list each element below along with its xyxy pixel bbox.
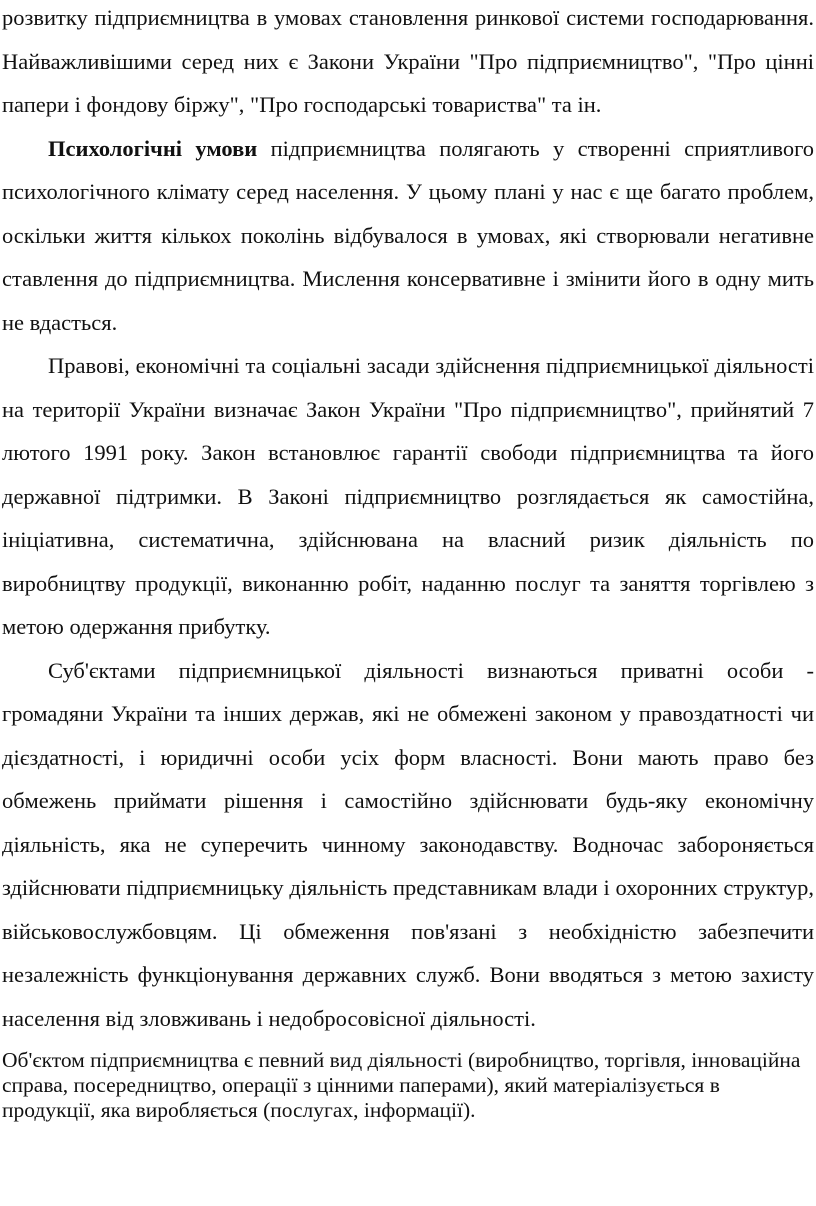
paragraph-legal-basis: Правові, економічні та соціальні засади здійснення підприємницької діяльності на території України визначає Закон України "Про підприємництво", прийнятий 7 лютого 1991 року. Закон встановлює гарантії свободи підприємництва та його державної підтримки. В Законі підприємництво розглядається як самостійна, ініціативна, систематична, здійснювана на власний ризик діяльність по виробництву продукції, виконанню робіт, наданню послуг та заняття торгівлею з метою одержання прибутку.: [2, 353, 814, 639]
paragraph-psychological-conditions: [2, 127, 814, 345]
paragraph-lead-term: Психологічні умови: [48, 135, 258, 161]
paragraph-subjects: Суб'єктами підприємницької діяльності визнаються приватні особи - громадяни України та інших держав, які не обмежені законом у правоздатності чи дієздатності, і юридичні особи усіх форм власності. Вони мають право без обмежень приймати рішення і самостійно здійснювати будь-яку економічну діяльність, яка не суперечить чинному законодавству. Водночас забороняється здійснювати підприємницьку діяльність представникам влади і охоронних структур, військовослужбовцям. Ці обмеження пов'язані з необхідністю забезпечити незалежність функціонування державних служб. Вони вводяться з метою захисту населення від зловживань і недобросовісної діяльності.: [2, 657, 814, 1031]
paragraph-object: Об'єктом підприємництва є певний вид діяльності (виробництво, торгівля, інноваційна справа, посередництво, операції з цінними паперами), який матеріалізується в продукції, яка виробляється (послугах, інформації).: [2, 1048, 801, 1122]
paragraph-legal-conditions: розвитку підприємництва в умовах становлення ринкової системи господарювання. Найважливішими серед них є Закони України "Про підприємництво", "Про цінні папери і фондову біржу", "Про господарські товариства" та ін.: [2, 5, 814, 117]
paragraph-body: підприємництва полягають у створенні сприятливого психологічного клімату серед населення. У цьому плані у нас є ще багато проблем, оскільки життя кількох поколінь відбувалося в умовах, які створювали негативне ставлення до підприємництва. Мислення консервативне і змінити його в одну мить не вдасться.: [2, 135, 814, 335]
